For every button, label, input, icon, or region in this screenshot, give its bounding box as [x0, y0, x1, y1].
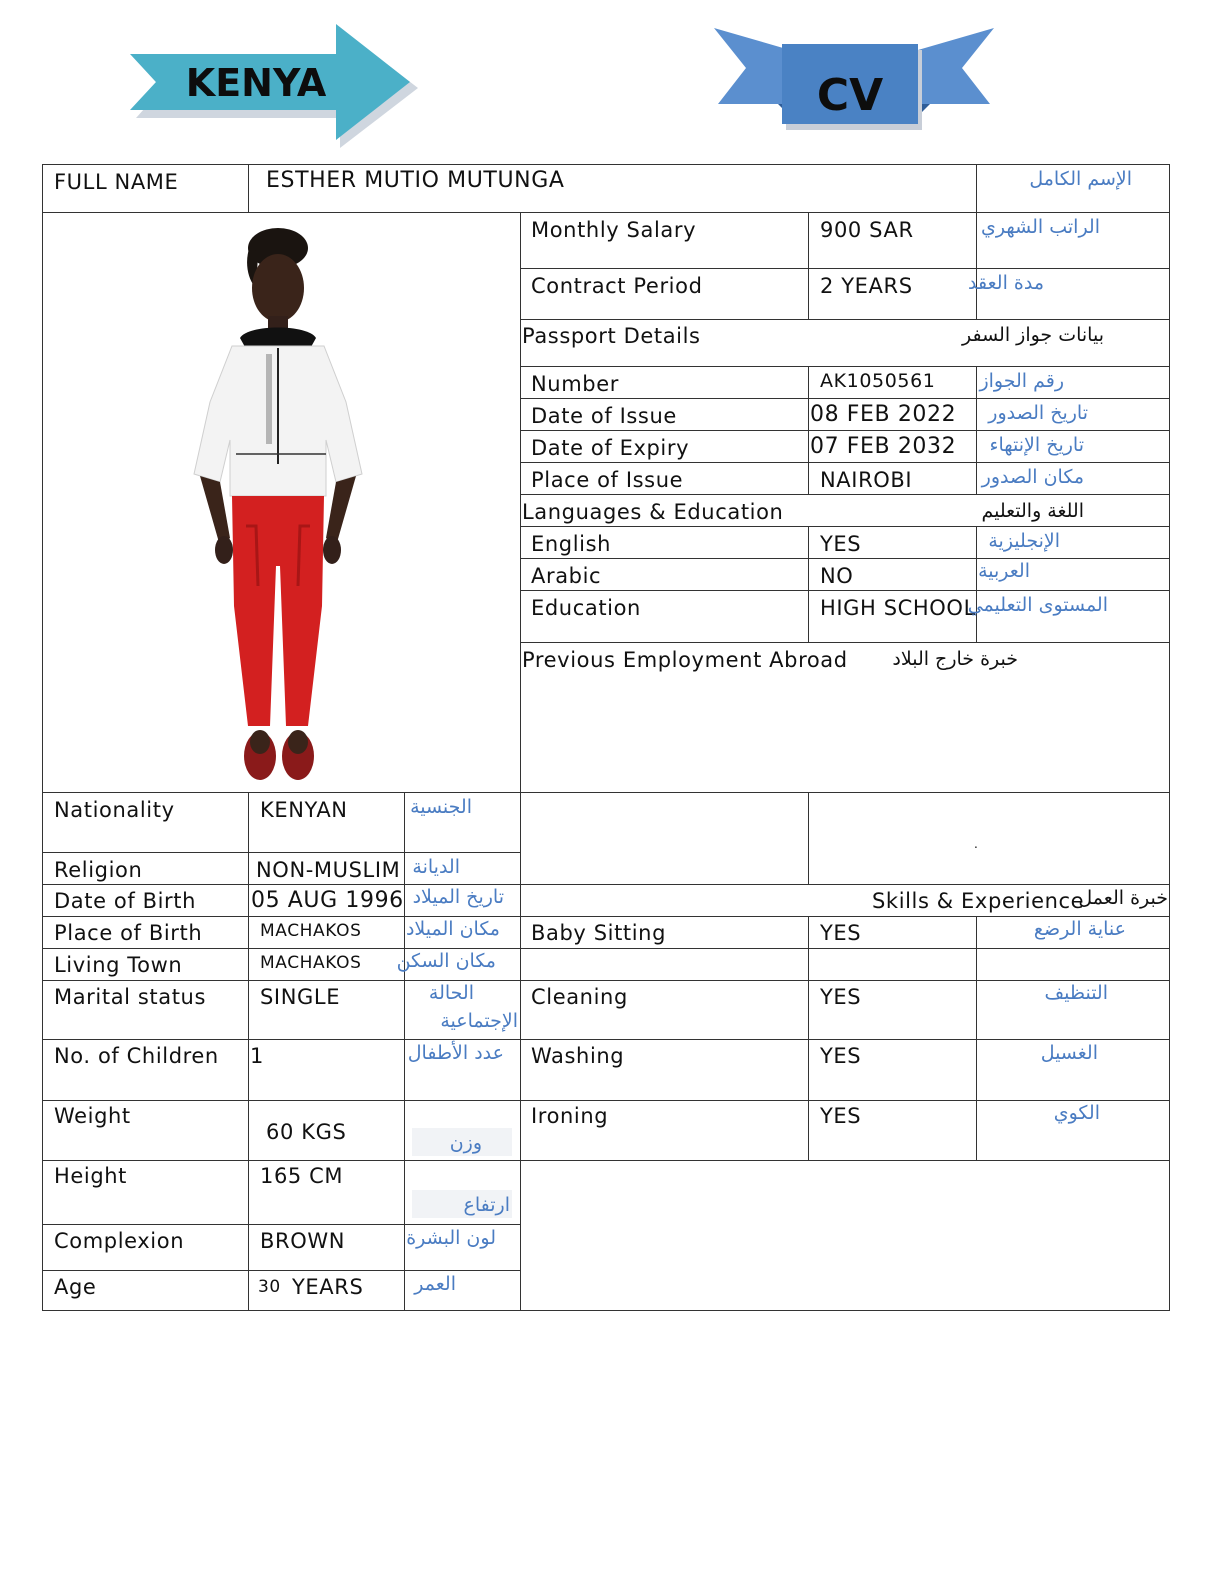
expiry-date-ar: تاريخ الإنتهاء	[989, 434, 1084, 456]
marital-value: SINGLE	[260, 985, 341, 1009]
english-ar: الإنجليزية	[988, 530, 1060, 552]
weight-label: Weight	[54, 1104, 131, 1128]
washing-value: YES	[820, 1044, 862, 1068]
living-town-value: MACHAKOS	[260, 953, 362, 973]
dob-ar: تاريخ الميلاد	[412, 886, 504, 908]
passport-number-label: Number	[531, 372, 619, 396]
ironing-label: Ironing	[531, 1104, 609, 1128]
period-label: Contract Period	[531, 274, 703, 298]
complexion-label: Complexion	[54, 1229, 185, 1253]
dob-label: Date of Birth	[54, 889, 197, 913]
issue-date-label: Date of Issue	[531, 404, 677, 428]
skills-section-ar: خبرة العمل	[1078, 887, 1168, 909]
passport-section-label: Passport Details	[522, 324, 701, 348]
age-label: Age	[54, 1275, 97, 1299]
baby-sitting-value: YES	[820, 921, 862, 945]
kenya-banner-text: KENYA	[185, 61, 327, 105]
pob-ar: مكان الميلاد	[405, 918, 500, 940]
living-town-ar: مكان السكن	[396, 950, 496, 972]
height-value: 165 CM	[260, 1164, 344, 1188]
cv-ribbon-banner	[712, 24, 996, 136]
arabic-value: NO	[820, 564, 854, 588]
expiry-date-label: Date of Expiry	[531, 436, 690, 460]
complexion-value: BROWN	[260, 1229, 346, 1253]
issue-place-label: Place of Issue	[531, 468, 684, 492]
salary-ar: الراتب الشهري	[981, 216, 1100, 238]
expiry-date-value: 07 FEB 2032	[810, 434, 957, 459]
salary-value: 900 SAR	[820, 218, 914, 242]
weight-value: 60 KGS	[266, 1120, 347, 1144]
salary-label: Monthly Salary	[531, 218, 697, 242]
period-ar: مدة العقد	[968, 272, 1044, 294]
full-name-ar: الإسم الكامل	[1029, 168, 1132, 190]
issue-place-value: NAIROBI	[820, 468, 913, 492]
marital-label: Marital status	[54, 985, 206, 1009]
cleaning-value: YES	[820, 985, 862, 1009]
age-value-unit: YEARS	[292, 1275, 364, 1299]
washing-ar: الغسيل	[1040, 1042, 1098, 1064]
issue-date-value: 08 FEB 2022	[810, 402, 957, 427]
pob-label: Place of Birth	[54, 921, 203, 945]
complexion-ar: لون البشرة	[406, 1227, 496, 1249]
candidate-photo	[186, 226, 370, 782]
issue-date-ar: تاريخ الصدور	[988, 402, 1088, 424]
skills-section-label: Skills & Experience	[872, 889, 1085, 913]
marital-ar-line1: الحالة	[428, 982, 474, 1004]
children-ar: عدد الأطفال	[407, 1042, 504, 1064]
kenya-arrow-banner	[128, 24, 422, 150]
washing-label: Washing	[531, 1044, 625, 1068]
english-label: English	[531, 532, 612, 556]
english-value: YES	[820, 532, 862, 556]
children-label: No. of Children	[54, 1044, 219, 1068]
cleaning-label: Cleaning	[531, 985, 628, 1009]
period-value: 2 YEARS	[820, 274, 913, 298]
arabic-label: Arabic	[531, 564, 602, 588]
height-ar: ارتفاع	[463, 1194, 510, 1216]
full-name-value: ESTHER MUTIO MUTUNGA	[266, 168, 565, 193]
cv-banner-text: CV	[816, 70, 884, 121]
passport-number-value: AK1050561	[820, 370, 936, 392]
age-value-number: 30	[258, 1277, 281, 1297]
weight-ar: وزن	[449, 1132, 482, 1154]
ironing-value: YES	[820, 1104, 862, 1128]
dob-value: 05 AUG 1996	[251, 888, 404, 913]
passport-section-ar: بيانات جواز السفر	[962, 324, 1104, 346]
arabic-ar: العربية	[978, 560, 1030, 582]
religion-label: Religion	[54, 858, 143, 882]
education-ar: المستوى التعليمي	[967, 594, 1108, 616]
marital-ar-line2: الإجتماعية	[440, 1010, 518, 1032]
nationality-label: Nationality	[54, 798, 175, 822]
baby-sitting-label: Baby Sitting	[531, 921, 667, 945]
issue-place-ar: مكان الصدور	[981, 466, 1084, 488]
passport-number-ar: رقم الجواز	[979, 370, 1064, 392]
education-label: Education	[531, 596, 641, 620]
previous-employment-ar: خبرة خارج البلاد	[892, 648, 1018, 670]
age-ar: العمر	[414, 1273, 456, 1295]
empty-cell-dot: .	[974, 837, 979, 851]
pob-value: MACHAKOS	[260, 921, 362, 941]
children-value: 1	[250, 1044, 264, 1068]
nationality-ar: الجنسية	[410, 796, 472, 818]
cleaning-ar: التنظيف	[1044, 982, 1108, 1004]
full-name-label: FULL NAME	[54, 170, 179, 194]
nationality-value: KENYAN	[260, 798, 348, 822]
religion-value: NON-MUSLIM	[256, 858, 401, 882]
baby-sitting-ar: عناية الرضع	[1033, 918, 1126, 940]
languages-section-label: Languages & Education	[522, 500, 784, 524]
living-town-label: Living Town	[54, 953, 183, 977]
religion-ar: الديانة	[412, 856, 460, 878]
height-label: Height	[54, 1164, 128, 1188]
previous-employment-label: Previous Employment Abroad	[522, 648, 848, 672]
ironing-ar: الكوي	[1053, 1102, 1100, 1124]
education-value: HIGH SCHOOL	[820, 596, 976, 620]
languages-section-ar: اللغة والتعليم	[981, 500, 1084, 522]
